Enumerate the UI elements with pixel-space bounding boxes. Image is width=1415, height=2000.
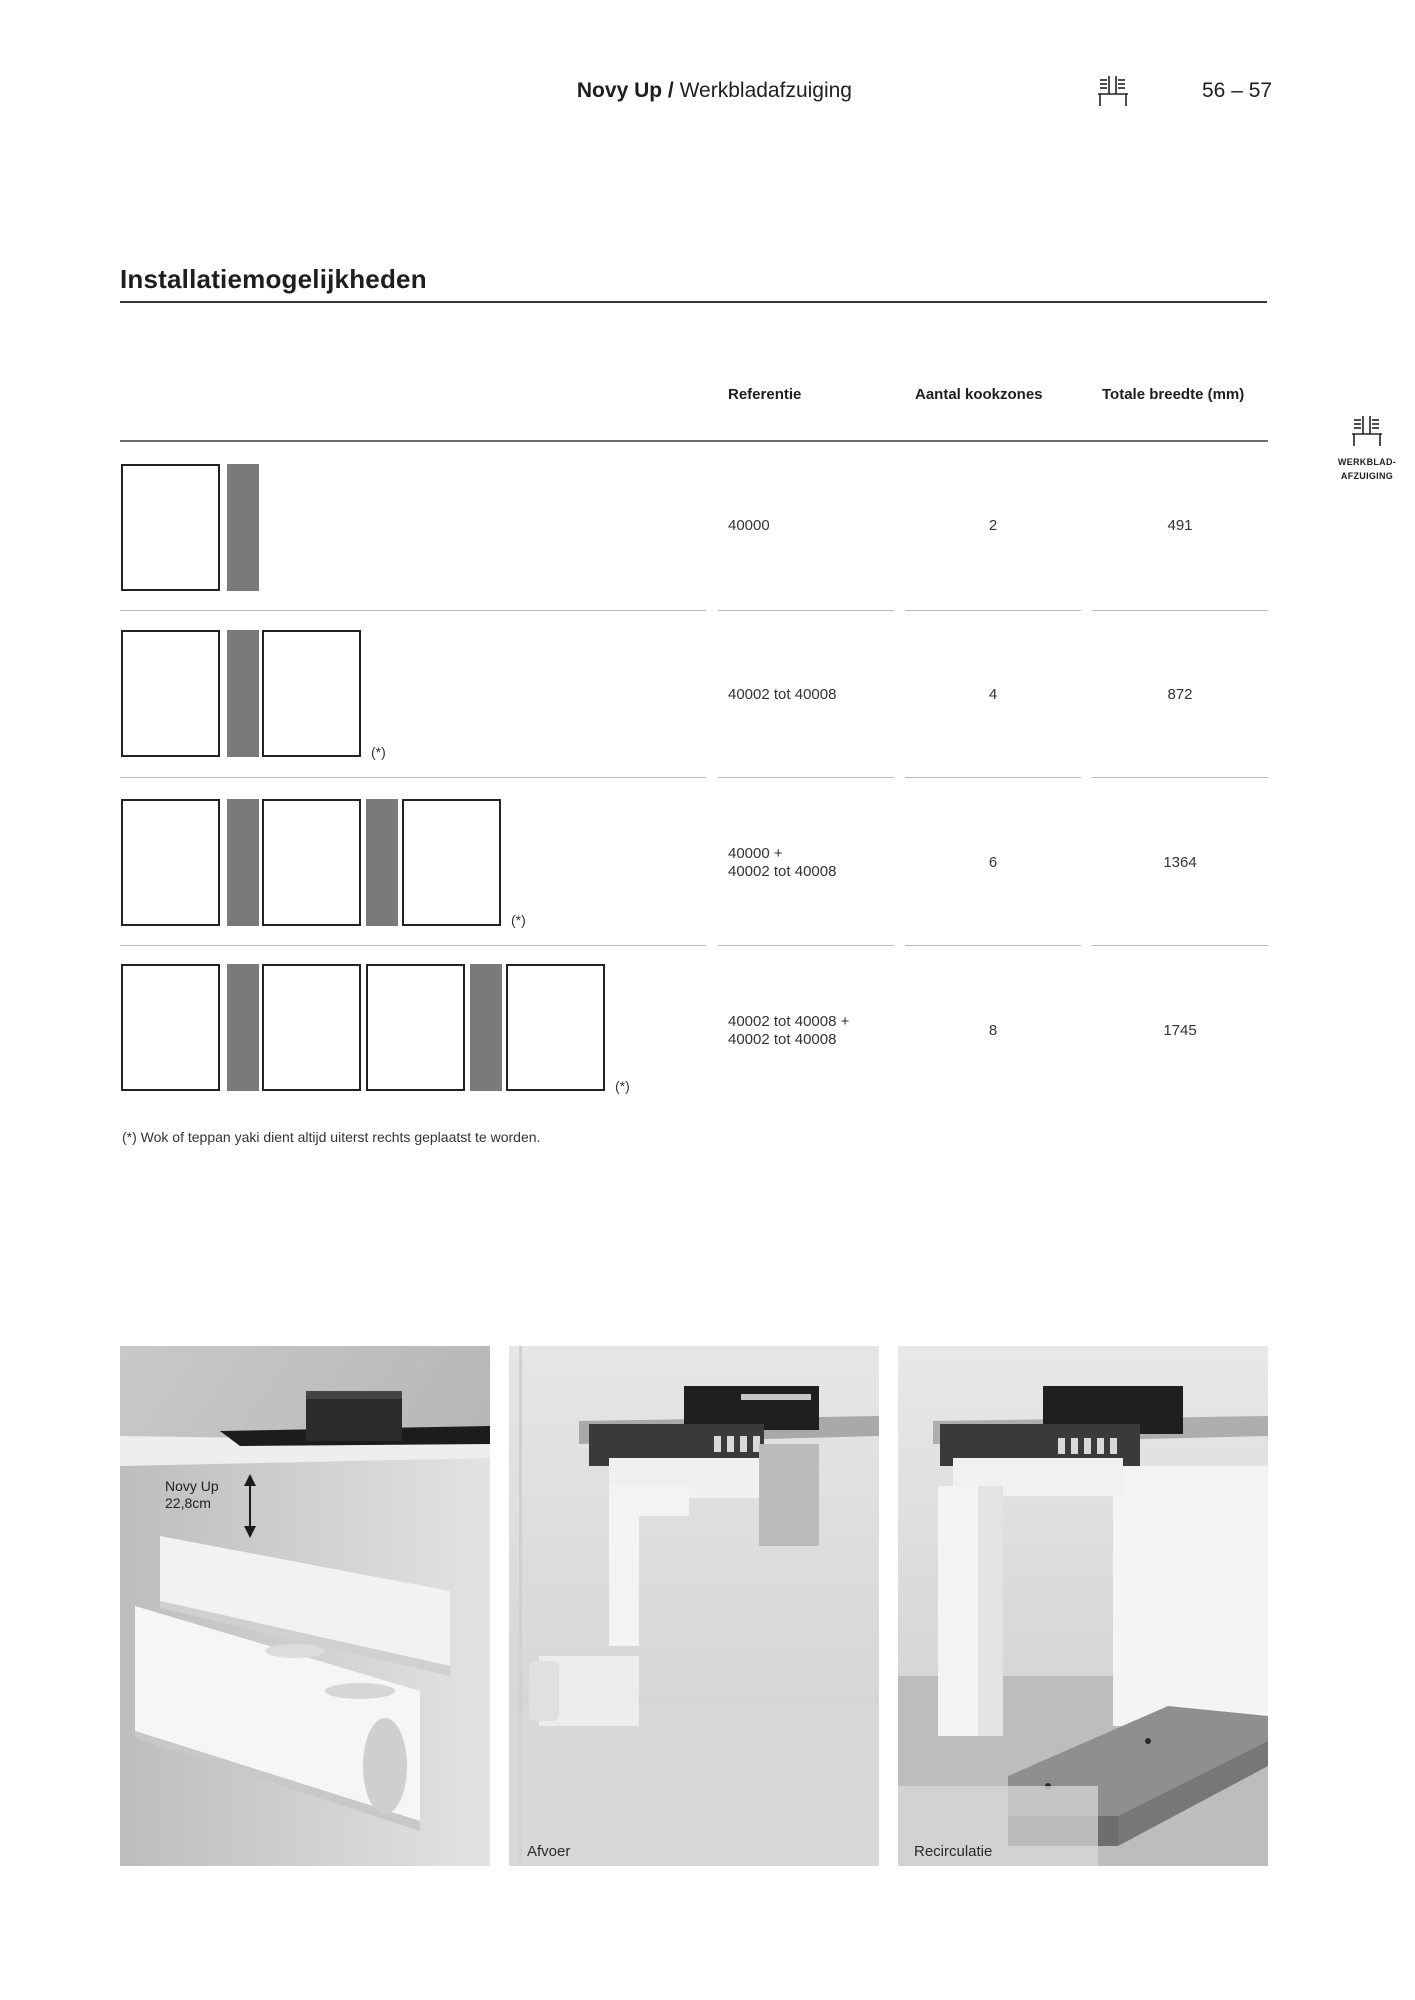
extractor-diagram xyxy=(366,799,398,926)
row-divider xyxy=(1092,777,1268,778)
row-divider xyxy=(718,777,894,778)
hob-diagram xyxy=(402,799,501,926)
cell-kookzones: 4 xyxy=(988,686,998,703)
table-header-divider xyxy=(120,440,1268,442)
footnote-mark: (*) xyxy=(511,912,526,928)
side-tab-label-line1: WERKBLAD- xyxy=(1337,457,1397,467)
row-divider xyxy=(905,777,1081,778)
row-divider xyxy=(120,945,706,946)
column-header-referentie: Referentie xyxy=(728,386,802,403)
cell-referentie xyxy=(728,845,836,881)
side-tab-label xyxy=(1332,455,1402,483)
countertop-extractor-icon xyxy=(1096,74,1130,108)
extractor-diagram xyxy=(470,964,502,1091)
section-title: Installatiemogelijkheden xyxy=(120,264,427,294)
cell-breedte: 1364 xyxy=(1163,854,1197,871)
cell-referentie: 40000 xyxy=(728,517,770,534)
photo-recirculatie xyxy=(898,1346,1268,1866)
cell-kookzones: 6 xyxy=(988,854,998,871)
photo-annotation-line2: 22,8cm xyxy=(165,1495,211,1511)
photo-afvoer xyxy=(509,1346,879,1866)
hob-diagram xyxy=(262,799,361,926)
row-divider xyxy=(718,610,894,611)
header-title xyxy=(577,79,852,103)
header-category: Werkbladafzuiging xyxy=(679,79,852,102)
cell-referentie-line1: 40002 tot 40008 + xyxy=(728,1013,850,1030)
cell-kookzones: 8 xyxy=(988,1022,998,1039)
cell-breedte: 491 xyxy=(1167,517,1193,534)
hob-diagram xyxy=(121,964,220,1091)
hob-diagram xyxy=(121,799,220,926)
extractor-diagram xyxy=(227,964,259,1091)
column-header-kookzones: Aantal kookzones xyxy=(915,386,1043,403)
cell-referentie-line1: 40000 + xyxy=(728,845,783,862)
row-divider xyxy=(120,777,706,778)
photo-drawers xyxy=(120,1346,490,1866)
row-divider xyxy=(120,610,706,611)
row-divider xyxy=(905,610,1081,611)
row-divider xyxy=(1092,945,1268,946)
section-divider xyxy=(120,301,1267,303)
photo-annotation-line1: Novy Up xyxy=(165,1478,219,1494)
cell-referentie-line2: 40002 tot 40008 xyxy=(728,863,837,880)
row-divider xyxy=(1092,610,1268,611)
cell-breedte: 1745 xyxy=(1163,1022,1197,1039)
hob-diagram xyxy=(262,964,361,1091)
row-divider xyxy=(905,945,1081,946)
hob-diagram xyxy=(121,630,220,757)
header-separator: / xyxy=(667,79,674,102)
extractor-diagram xyxy=(227,630,259,757)
hob-diagram xyxy=(121,464,220,591)
footnote-mark: (*) xyxy=(615,1078,630,1094)
photo-caption: Recirculatie xyxy=(914,1843,993,1860)
cell-referentie-line2: 40002 tot 40008 xyxy=(728,1031,837,1048)
extractor-diagram xyxy=(227,464,259,591)
cell-referentie: 40002 tot 40008 xyxy=(728,686,837,703)
footnote-mark: (*) xyxy=(371,744,386,760)
hob-diagram xyxy=(506,964,605,1091)
hob-diagram xyxy=(366,964,465,1091)
page-numbers: 56 – 57 xyxy=(1202,79,1273,102)
column-header-breedte: Totale breedte (mm) xyxy=(1102,386,1245,403)
cell-breedte: 872 xyxy=(1167,686,1193,703)
extractor-diagram xyxy=(227,799,259,926)
countertop-extractor-icon xyxy=(1350,414,1384,448)
side-tab-label-line2: AFZUIGING xyxy=(1340,471,1394,481)
footnote: (*) Wok of teppan yaki dient altijd uiterst rechts geplaatst te worden. xyxy=(122,1129,541,1145)
header-brand: Novy Up xyxy=(576,79,663,102)
photo-caption: Afvoer xyxy=(527,1843,571,1860)
row-divider xyxy=(718,945,894,946)
cell-kookzones: 2 xyxy=(988,517,998,534)
cell-referentie xyxy=(728,1013,849,1049)
hob-diagram xyxy=(262,630,361,757)
